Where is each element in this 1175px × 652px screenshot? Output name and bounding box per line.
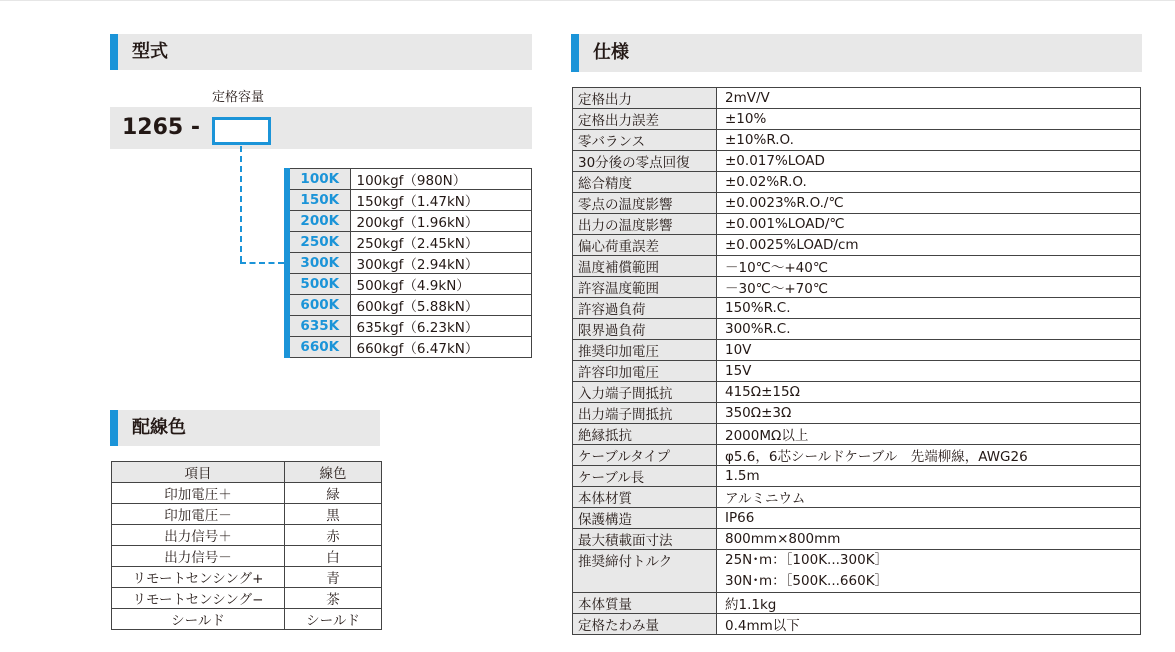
table-row (573, 277, 1141, 298)
wiring-table (111, 461, 382, 630)
table-header-row (112, 462, 382, 483)
wiring-color: 茶 (285, 588, 382, 609)
section-title-spec: 仕様 (571, 34, 1142, 72)
table-row (573, 445, 1141, 466)
spec-value: 800mm×800mm (717, 529, 1141, 550)
table-row (573, 193, 1141, 214)
spec-value: 1.5m (717, 466, 1141, 487)
spec-key: 入力端子間抵抗 (573, 382, 717, 403)
capacity-code: 100K (287, 169, 350, 190)
spec-value: アルミニウム (717, 487, 1141, 508)
spec-key: 本体質量 (573, 592, 717, 613)
capacity-code: 600K (287, 295, 350, 316)
table-row (573, 235, 1141, 256)
capacity-value: 200kgf（1.96kN） (350, 211, 532, 232)
table-row (573, 256, 1141, 277)
table-row (573, 487, 1141, 508)
wiring-color: 赤 (285, 525, 382, 546)
table-row (573, 508, 1141, 529)
spec-key: 定格出力誤差 (573, 109, 717, 130)
spec-key: 定格たわみ量 (573, 613, 717, 634)
wiring-item: リモートセンシング− (112, 588, 285, 609)
rated-capacity-label: 定格容量 (212, 90, 265, 105)
wiring-item: 印加電圧＋ (112, 483, 285, 504)
table-row (573, 130, 1141, 151)
capacity-table (284, 168, 532, 358)
table-row (287, 316, 532, 337)
spec-value: 0.4mm以下 (717, 613, 1141, 634)
capacity-value: 100kgf（980N） (350, 169, 532, 190)
table-row (573, 172, 1141, 193)
capacity-value: 600kgf（5.88kN） (350, 295, 532, 316)
wiring-item: シールド (112, 609, 285, 630)
capacity-code: 660K (287, 337, 350, 358)
table-row (573, 319, 1141, 340)
spec-value-line-2: 30N･m：［500K...660K］ (725, 572, 889, 589)
table-row (573, 340, 1141, 361)
table-row (287, 169, 532, 190)
section-title-model: 型式 (110, 34, 532, 70)
spec-value: ±0.02%R.O. (717, 172, 1141, 193)
spec-key: 最大積載面寸法 (573, 529, 717, 550)
spec-value: 415Ω±15Ω (717, 382, 1141, 403)
connector-line-vertical (240, 146, 242, 262)
table-row (112, 567, 382, 588)
spec-value-line-1: 25N･m：［100K...300K］ (725, 552, 889, 568)
spec-value: 2000MΩ以上 (717, 424, 1141, 445)
table-row (112, 546, 382, 567)
table-row (287, 337, 532, 358)
spec-key: ケーブル長 (573, 466, 717, 487)
spec-value: 300%R.C. (717, 319, 1141, 340)
capacity-code: 635K (287, 316, 350, 337)
capacity-code-box (212, 117, 271, 145)
wiring-item: 出力信号－ (112, 546, 285, 567)
wiring-color: 青 (285, 567, 382, 588)
spec-key: 定格出力 (573, 88, 717, 109)
spec-key: 30分後の零点回復 (573, 151, 717, 172)
table-row (573, 298, 1141, 319)
spec-key: 推奨締付トルク (573, 550, 717, 593)
spec-table (572, 87, 1141, 635)
spec-value: ±0.001%LOAD/℃ (717, 214, 1141, 235)
table-row (112, 504, 382, 525)
table-row (573, 613, 1141, 634)
table-row (287, 190, 532, 211)
spec-value: 10V (717, 340, 1141, 361)
spec-value: ±10%R.O. (717, 130, 1141, 151)
spec-value: φ5.6，6芯シールドケーブル 先端柳線，AWG26 (717, 445, 1141, 466)
table-row (573, 424, 1141, 445)
table-row (573, 382, 1141, 403)
wiring-item: 印加電圧－ (112, 504, 285, 525)
table-row (287, 253, 532, 274)
wiring-color: シールド (285, 609, 382, 630)
wiring-item: 出力信号＋ (112, 525, 285, 546)
spec-value: 15V (717, 361, 1141, 382)
table-row (112, 609, 382, 630)
capacity-code: 150K (287, 190, 350, 211)
table-row (287, 295, 532, 316)
spec-key: ケーブルタイプ (573, 445, 717, 466)
capacity-code: 300K (287, 253, 350, 274)
wiring-color: 黒 (285, 504, 382, 525)
table-row (573, 109, 1141, 130)
spec-key: 総合精度 (573, 172, 717, 193)
section-title-wiring: 配線色 (110, 410, 380, 446)
spec-key: 推奨印加電圧 (573, 340, 717, 361)
table-row (287, 232, 532, 253)
spec-value: 2mV/V (717, 88, 1141, 109)
connector-line-horizontal (240, 262, 284, 264)
table-row (112, 588, 382, 609)
spec-value: ±10% (717, 109, 1141, 130)
spec-value: IP66 (717, 508, 1141, 529)
column-header-color: 線色 (285, 462, 382, 483)
table-row (112, 483, 382, 504)
table-row (573, 361, 1141, 382)
capacity-value: 500kgf（4.9kN） (350, 274, 532, 295)
table-row (573, 214, 1141, 235)
spec-value: ±0.0023%R.O./℃ (717, 193, 1141, 214)
capacity-value: 150kgf（1.47kN） (350, 190, 532, 211)
spec-value-multiline (717, 550, 1141, 593)
spec-key: 零バランス (573, 130, 717, 151)
spec-key: 本体材質 (573, 487, 717, 508)
spec-value: ±0.0025%LOAD/cm (717, 235, 1141, 256)
spec-key: 許容印加電圧 (573, 361, 717, 382)
table-row (573, 88, 1141, 109)
table-row (573, 403, 1141, 424)
table-row (573, 466, 1141, 487)
spec-key: 出力端子間抵抗 (573, 403, 717, 424)
spec-key: 保護構造 (573, 508, 717, 529)
spec-value: 350Ω±3Ω (717, 403, 1141, 424)
spec-key: 限界過負荷 (573, 319, 717, 340)
spec-key: 偏心荷重誤差 (573, 235, 717, 256)
capacity-code: 250K (287, 232, 350, 253)
capacity-value: 300kgf（2.94kN） (350, 253, 532, 274)
spec-value: 約1.1kg (717, 592, 1141, 613)
top-rule (0, 0, 1175, 1)
spec-key: 許容温度範囲 (573, 277, 717, 298)
table-row (112, 525, 382, 546)
spec-key: 絶縁抵抗 (573, 424, 717, 445)
capacity-value: 635kgf（6.23kN） (350, 316, 532, 337)
model-number-bar (110, 107, 532, 149)
capacity-code: 500K (287, 274, 350, 295)
capacity-value: 250kgf（2.45kN） (350, 232, 532, 253)
spec-value: 150%R.C. (717, 298, 1141, 319)
table-row (287, 274, 532, 295)
table-row (573, 592, 1141, 613)
spec-key: 零点の温度影響 (573, 193, 717, 214)
table-row (573, 529, 1141, 550)
wiring-color: 白 (285, 546, 382, 567)
capacity-code: 200K (287, 211, 350, 232)
spec-value: －10℃～+40℃ (717, 256, 1141, 277)
table-row (287, 211, 532, 232)
spec-value: －30℃～+70℃ (717, 277, 1141, 298)
table-row (573, 550, 1141, 593)
table-row (573, 151, 1141, 172)
spec-key: 温度補償範囲 (573, 256, 717, 277)
spec-value: ±0.017%LOAD (717, 151, 1141, 172)
model-number: 1265 - (122, 115, 201, 140)
column-header-item: 項目 (112, 462, 285, 483)
wiring-color: 緑 (285, 483, 382, 504)
spec-key: 出力の温度影響 (573, 214, 717, 235)
capacity-value: 660kgf（6.47kN） (350, 337, 532, 358)
wiring-item: リモートセンシング+ (112, 567, 285, 588)
spec-key: 許容過負荷 (573, 298, 717, 319)
